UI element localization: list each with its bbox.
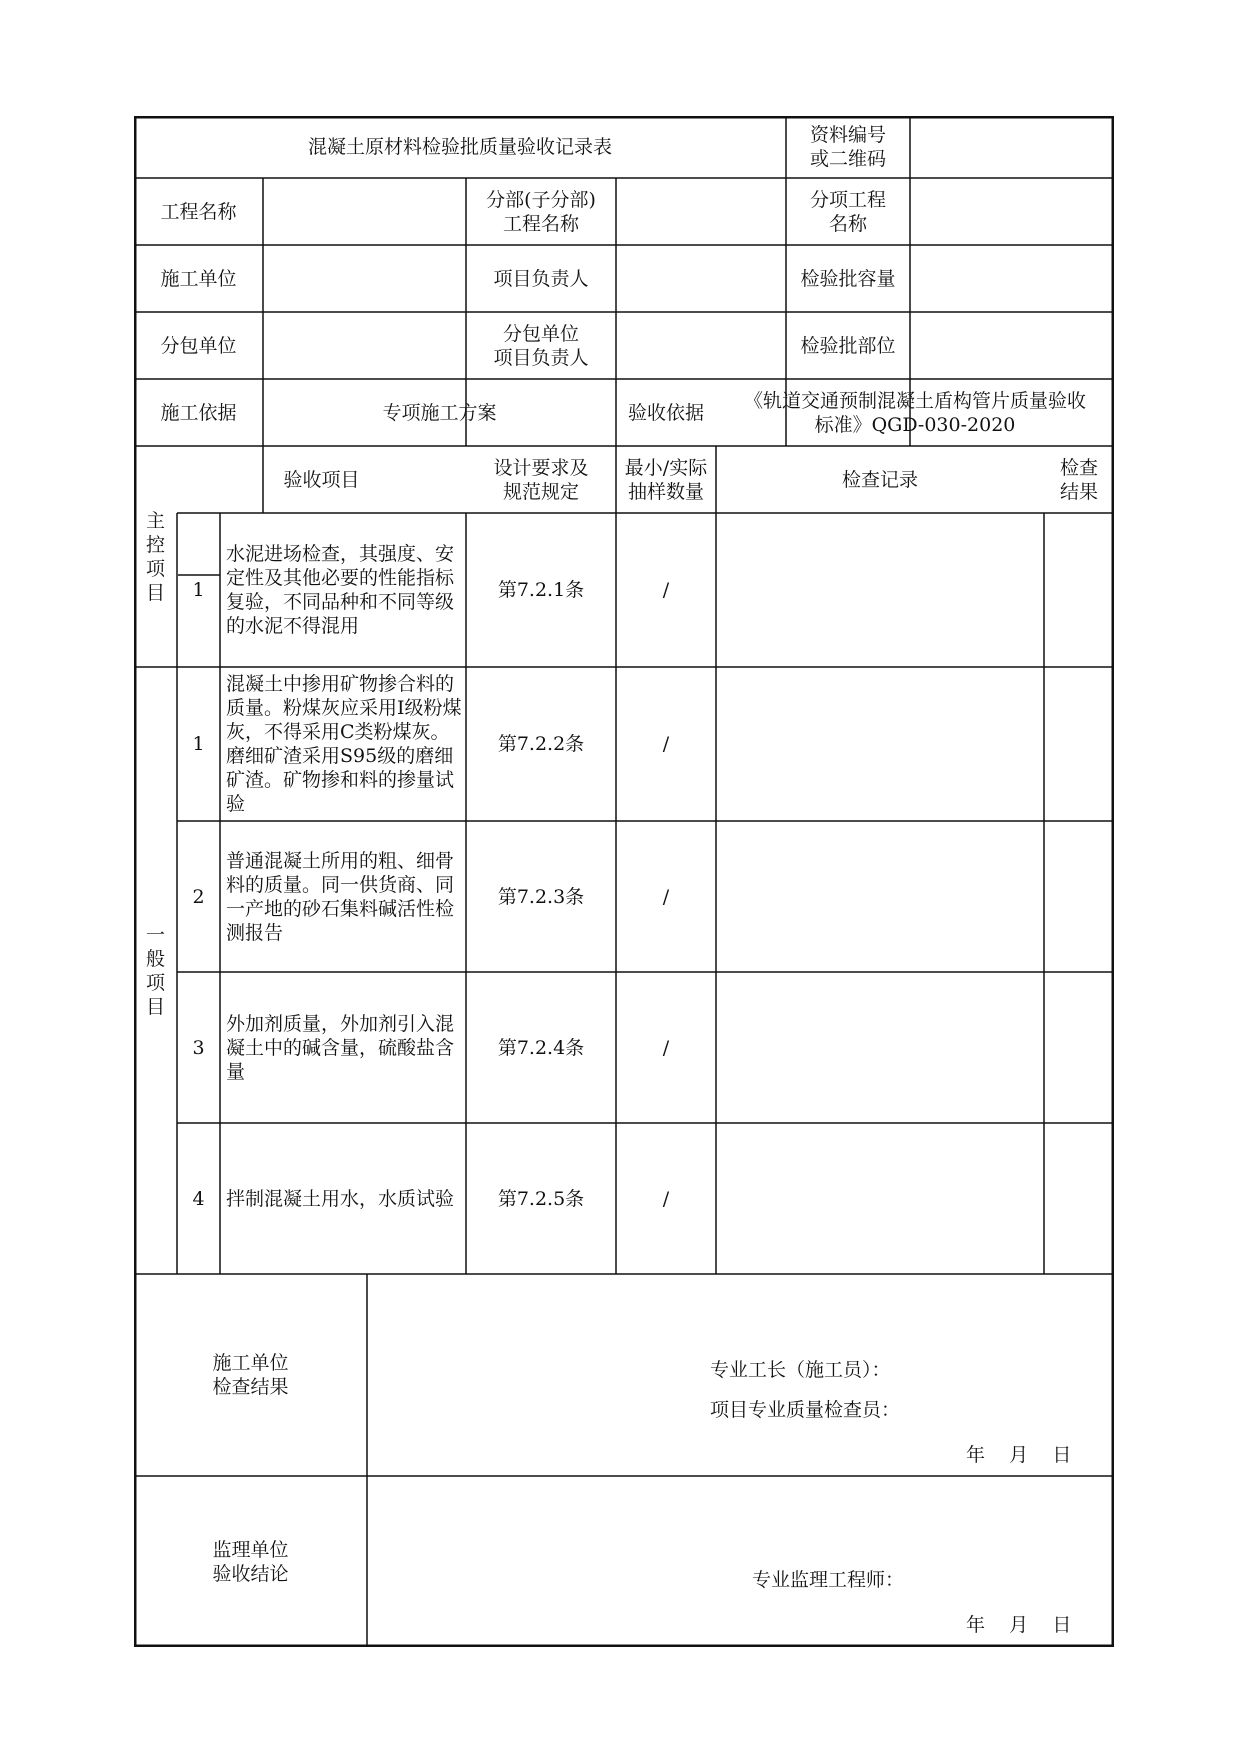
main-item-sampling: / [662,579,670,601]
main-item-no: 1 [192,579,205,601]
general-item-sampling: / [662,1036,670,1059]
general-item-desc: 混凝土中掺用矿物掺合料的质量。粉煤灰应采用Ⅰ级粉煤灰，不得采用C类粉煤灰。磨细矿渣采用S95级的磨细矿渣。矿物掺和料的掺量试验 [226,673,462,815]
contractor-label: 施工单位 [160,267,237,290]
general-item-desc: 外加剂质量，外加剂引入混凝土中的碱含量，硫酸盐含量 [226,1012,455,1083]
basis-value: 专项施工方案 [382,401,497,424]
general-item-clause: 第7.2.2条 [497,733,585,755]
project-manager-field[interactable] [616,245,786,312]
doc-number-label: 资料编号 或二维码 [809,124,886,170]
general-item-result[interactable] [1044,667,1114,821]
foreman-signature-label: 专业工长（施工员）： [710,1359,891,1381]
general-item-sampling: / [662,733,670,755]
general-item-record[interactable] [716,821,1044,972]
general-item-no: 1 [192,733,205,755]
general-item-clause: 第7.2.4条 [497,1036,585,1059]
quality-inspector-signature-label: 项目专业质量检查员： [710,1399,901,1421]
contractor-check-label: 施工单位 检查结果 [212,1352,289,1398]
sub-manager-field[interactable] [616,312,786,379]
project-name-field[interactable] [263,178,466,245]
header-design: 设计要求及 规范规定 [493,456,589,503]
general-char: 目 [145,995,165,1018]
contractor-field[interactable] [263,245,466,312]
general-char: 一 [145,923,165,946]
general-item-sampling: / [662,1187,670,1210]
main-item-result[interactable] [1044,513,1114,667]
contractor-date: 年 月 日 [966,1444,1072,1466]
general-item-result[interactable] [1044,972,1114,1123]
batch-location-field[interactable] [910,312,1114,379]
main-control-label [134,446,177,667]
inspection-form [134,116,1114,1647]
header-record: 检查记录 [841,468,918,491]
batch-capacity-label: 检验批容量 [800,267,896,290]
header-result: 检查 结果 [1059,456,1098,503]
general-item-desc: 普通混凝土所用的粗、细骨料的质量。同一供货商、同一产地的砂石集料碱活性检测报告 [226,849,455,944]
general-char: 般 [145,947,165,970]
supervisor-date: 年 月 日 [966,1614,1072,1636]
header-item: 验收项目 [283,468,360,491]
basis-label: 施工依据 [160,401,237,424]
supervisor-engineer-signature-label: 专业监理工程师： [752,1569,905,1591]
general-item-no: 2 [192,885,205,908]
header-sampling: 最小/实际 抽样数量 [624,456,708,503]
batch-capacity-field[interactable] [910,245,1114,312]
project-name-label: 工程名称 [160,200,237,223]
general-item-clause: 第7.2.3条 [497,885,585,908]
general-item-record[interactable] [716,972,1044,1123]
acceptance-basis-value: 《轨道交通预制混凝土盾构管片质量验收 标准》QGD-030-2020 [743,389,1086,436]
general-item-record[interactable] [716,667,1044,821]
main-item-desc: 水泥进场检查，其强度、安定性及其他必要的性能指标复验，不同品种和不同等级的水泥不得混用 [226,543,455,637]
subcontractor-field[interactable] [263,312,466,379]
main-item-record[interactable] [716,513,1044,667]
subitem-label: 分项工程 名称 [809,188,886,235]
form-title: 混凝土原材料检验批质量验收记录表 [307,136,612,158]
supervisor-check-label: 监理单位 验收结论 [212,1538,289,1585]
general-item-no: 3 [192,1036,205,1059]
general-item-no: 4 [192,1187,205,1210]
general-item-sampling: / [662,885,670,908]
project-manager-label: 项目负责人 [493,267,589,290]
subdivision-field[interactable] [616,178,786,245]
main-control-char: 控 [145,533,165,556]
main-control-char: 目 [145,581,165,604]
general-item-result[interactable] [1044,821,1114,972]
general-item-record[interactable] [716,1123,1044,1274]
subcontractor-label: 分包单位 [160,334,237,357]
subdivision-label: 分部(子分部) 工程名称 [486,188,596,235]
general-item-desc: 拌制混凝土用水，水质试验 [226,1187,455,1210]
general-item-clause: 第7.2.5条 [497,1187,585,1210]
main-control-char: 项 [145,557,165,580]
sub-manager-label: 分包单位 项目负责人 [493,322,589,369]
general-char: 项 [145,971,165,994]
general-label [134,667,177,1274]
doc-number-field[interactable] [910,116,1114,178]
main-item-clause: 第7.2.1条 [497,579,585,601]
acceptance-basis-label: 验收依据 [627,401,704,424]
subitem-field[interactable] [910,178,1114,245]
general-item-result[interactable] [1044,1123,1114,1274]
batch-location-label: 检验批部位 [800,334,896,357]
main-control-char: 主 [145,509,165,532]
